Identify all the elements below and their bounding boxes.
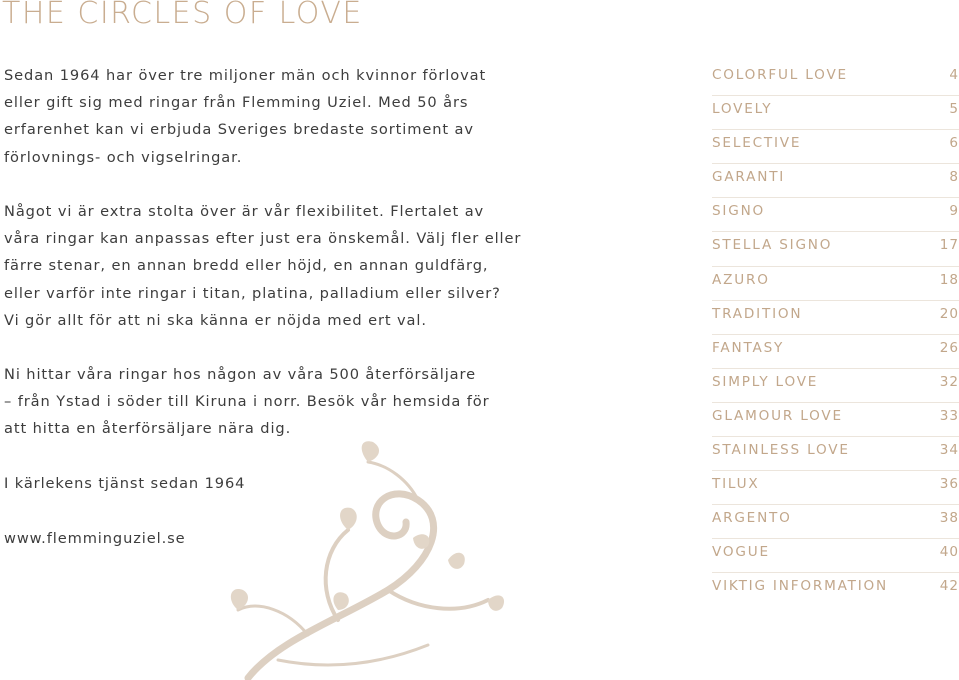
- table-of-contents: [712, 62, 959, 608]
- toc-item-label: SIMPLY LOVE: [712, 373, 819, 390]
- toc-item-label: TILUX: [712, 476, 760, 493]
- toc-item[interactable]: [712, 301, 959, 335]
- toc-item[interactable]: [712, 573, 959, 607]
- toc-item[interactable]: [712, 164, 959, 198]
- toc-item-label: TRADITION: [712, 305, 803, 322]
- intro-paragraph: Sedan 1964 har över tre miljoner män och kvinnor förlovat eller gift sig med ringar från Flemming Uziel. Med 50 års erfarenhet kan vi erbjuda Sveriges bredaste sortiment av förlovnings- och vigselringar.: [4, 67, 487, 166]
- toc-item-page-number: 38: [939, 510, 959, 527]
- toc-item[interactable]: [712, 232, 959, 266]
- toc-item-page-number: 26: [939, 339, 959, 356]
- toc-item-label: COLORFUL LOVE: [712, 67, 848, 83]
- toc-item-label: VOGUE: [712, 544, 770, 561]
- tagline: I kärlekens tjänst sedan 1964: [4, 475, 246, 492]
- toc-item-page-number: 8: [949, 169, 959, 186]
- website-link[interactable]: www.flemminguziel.se: [4, 530, 186, 547]
- toc-item-page-number: 6: [949, 135, 959, 152]
- toc-item[interactable]: [712, 335, 959, 369]
- toc-item-page-number: 17: [939, 237, 959, 254]
- toc-item-label: AZURO: [712, 271, 770, 288]
- toc-item-page-number: 4: [949, 67, 959, 83]
- page-title: THE CIRCLES OF LOVE: [2, 0, 363, 31]
- toc-item-label: SIGNO: [712, 203, 766, 220]
- toc-item[interactable]: [712, 437, 959, 471]
- toc-item-label: LOVELY: [712, 101, 773, 118]
- flexibility-paragraph: Något vi är extra stolta över är vår flexibilitet. Flertalet av våra ringar kan anpassas efter just era önskemål. Välj fler eller färre stenar, en annan bredd eller höjd, en annan guldfärg, eller varför inte ringar i titan, platina, palladium eller silver? Vi gör allt för att ni ska känna er nöjda med ert val.: [4, 203, 522, 329]
- toc-item-page-number: 20: [939, 305, 959, 322]
- toc-item-label: FANTASY: [712, 339, 785, 356]
- toc-item-page-number: 40: [939, 544, 959, 561]
- toc-item-page-number: 34: [939, 442, 959, 459]
- toc-item-page-number: 5: [949, 101, 959, 118]
- toc-item-label: ARGENTO: [712, 510, 792, 527]
- toc-item-page-number: 42: [939, 578, 959, 595]
- toc-item-label: GARANTI: [712, 169, 786, 186]
- toc-item-label: GLAMOUR LOVE: [712, 407, 843, 424]
- toc-item[interactable]: [712, 198, 959, 232]
- toc-item-page-number: 9: [949, 203, 959, 220]
- toc-item[interactable]: [712, 369, 959, 403]
- toc-item[interactable]: [712, 62, 959, 96]
- toc-item-label: STAINLESS LOVE: [712, 442, 850, 459]
- toc-item-label: STELLA SIGNO: [712, 237, 833, 254]
- toc-item[interactable]: [712, 539, 959, 573]
- floral-swirl-icon: [218, 440, 518, 680]
- toc-item-label: SELECTIVE: [712, 135, 802, 152]
- toc-item-page-number: 18: [939, 271, 959, 288]
- toc-item-label: VIKTIG INFORMATION: [712, 578, 889, 595]
- toc-item[interactable]: [712, 267, 959, 301]
- toc-item-page-number: 32: [939, 373, 959, 390]
- toc-item-page-number: 33: [939, 407, 959, 424]
- toc-item-page-number: 36: [939, 476, 959, 493]
- toc-item[interactable]: [712, 471, 959, 505]
- toc-item[interactable]: [712, 403, 959, 437]
- retailers-paragraph: Ni hittar våra ringar hos någon av våra 500 återförsäljare – från Ystad i söder till Kiruna i norr. Besök vår hemsida för att hitta en återförsäljare nära dig.: [4, 366, 490, 438]
- toc-item[interactable]: [712, 96, 959, 130]
- toc-item[interactable]: [712, 130, 959, 164]
- toc-item[interactable]: [712, 505, 959, 539]
